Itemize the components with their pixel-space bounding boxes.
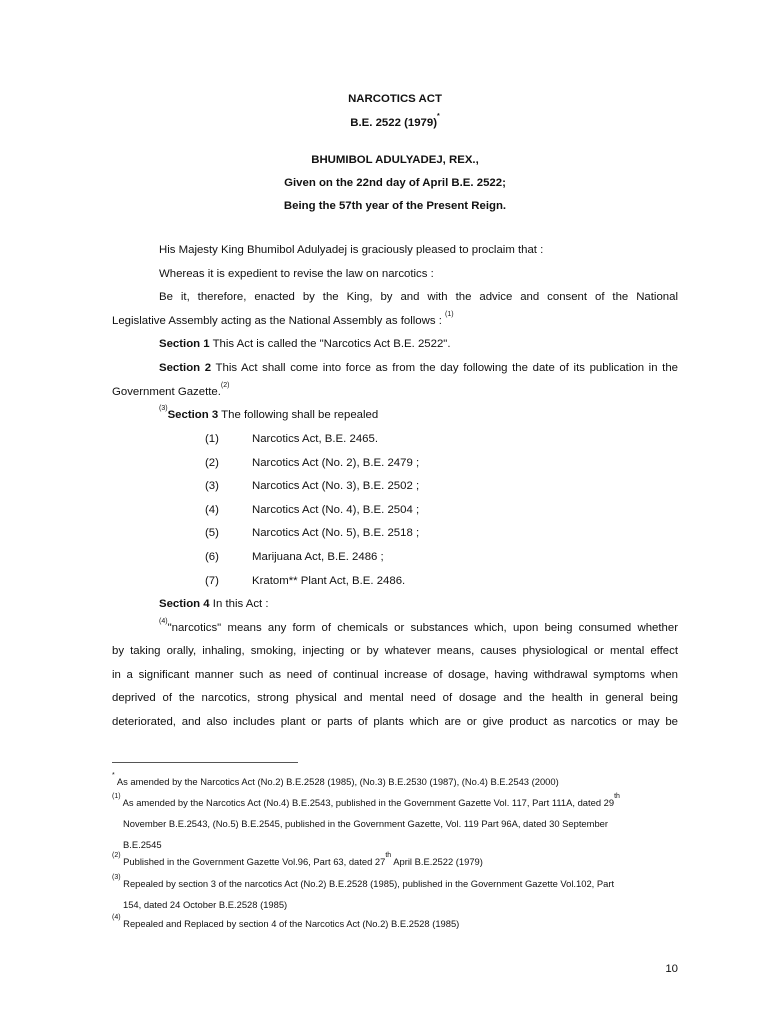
list-item-text: Narcotics Act (No. 4), B.E. 2504 ; — [252, 504, 420, 516]
list-item-text: Kratom** Plant Act, B.E. 2486. — [252, 575, 406, 587]
footnote-star-mark: * — [112, 772, 115, 779]
footnote-mark-3: (3) — [159, 405, 168, 412]
section-1-label: Section 1 — [159, 338, 210, 350]
footnote-2 — [112, 852, 483, 867]
definition-line3: in a significant manner such as need of continual increase of dosage, having withdrawal symptoms when — [112, 669, 678, 681]
footnote-divider — [112, 762, 298, 763]
definition-line4: deprived of the narcotics, strong physical and mental need of dosage and the health in general being — [112, 692, 678, 704]
footnote-2-ordinal: th — [385, 852, 392, 859]
list-item-text: Narcotics Act, B.E. 2465. — [252, 433, 378, 445]
section-4-text: In this Act : — [209, 598, 269, 610]
section-2-line1 — [159, 362, 678, 374]
act-year — [112, 113, 678, 129]
footnote-1-line3: B.E.2545 — [123, 839, 162, 850]
footnote-1-line2: November B.E.2543, (No.5) B.E.2545, published in the Government Gazette, Vol. 119 Part 96A, dated 30 September — [123, 818, 609, 829]
preamble-enacted-line2 — [112, 311, 678, 327]
footnote-star-text: As amended by the Narcotics Act (No.2) B.E.2528 (1985), (No.3) B.E.2530 (1987), (No.4) B.E.2543 (2000) — [116, 776, 559, 787]
section-2-line2-text: Government Gazette. — [112, 386, 221, 398]
footnote-3 — [112, 874, 615, 889]
footnote-mark-2: (2) — [220, 382, 230, 389]
section-1 — [159, 338, 451, 350]
footnote-1-line1: As amended by the Narcotics Act (No.4) B.E.2543, published in the Government Gazette Vol. 117, Part 111A, dated 29 — [122, 797, 615, 808]
act-year-text: B.E. 2522 (1979) — [350, 117, 437, 129]
section-3-label: Section 3 — [167, 409, 219, 421]
footnote-1-ordinal: th — [614, 793, 620, 800]
page-number: 10 — [665, 963, 678, 975]
list-item-text: Narcotics Act (No. 2), B.E. 2479 ; — [252, 457, 420, 469]
preamble-enacted-line1: Be it, therefore, enacted by the King, by and with the advice and consent of the National — [159, 291, 678, 303]
given-date: Given on the 22nd day of April B.E. 2522; — [284, 177, 506, 189]
footnote-3-mark: (3) — [112, 874, 121, 881]
reign-year: Being the 57th year of the Present Reign. — [283, 200, 507, 212]
list-item-number: (6) — [205, 551, 219, 563]
list-item-number: (2) — [205, 457, 219, 469]
footnote-mark-1: (1) — [445, 311, 454, 318]
footnote-3-line1: Repealed by section 3 of the narcotics Act (No.2) B.E.2528 (1985), published in the Government Gazette Vol.102, Part — [123, 878, 615, 889]
footnote-1-mark: (1) — [112, 793, 121, 800]
preamble-proclaim: His Majesty King Bhumibol Adulyadej is graciously pleased to proclaim that : — [159, 244, 544, 256]
list-item-number: (1) — [205, 433, 219, 445]
section-4 — [159, 598, 269, 610]
list-item-text: Narcotics Act (No. 3), B.E. 2502 ; — [252, 480, 420, 492]
footnote-2-text-pre: Published in the Government Gazette Vol.96, Part 63, dated 27 — [123, 856, 386, 867]
list-item-number: (4) — [205, 504, 219, 516]
footnote-mark-4: (4) — [159, 618, 168, 625]
definition-line1-text: "narcotics" means any form of chemicals or substances which, upon being consumed whether — [167, 622, 678, 634]
preamble-whereas: Whereas it is expedient to revise the law on narcotics : — [159, 268, 434, 280]
section-2-text: This Act shall come into force as from the day following the date of its publication in the — [211, 362, 678, 374]
section-3-text: The following shall be repealed — [218, 409, 379, 421]
act-year-footnote-mark: * — [437, 113, 440, 120]
definition-line2: by taking orally, inhaling, smoking, injecting or by whatever means, causes physiological or mental effect — [112, 645, 678, 657]
list-item-number: (7) — [205, 575, 219, 587]
section-2-label: Section 2 — [159, 362, 212, 374]
footnote-2-text-post: April B.E.2522 (1979) — [391, 856, 483, 867]
footnote-4 — [112, 914, 460, 929]
footnote-2-mark: (2) — [112, 852, 121, 859]
list-item-text: Marijuana Act, B.E. 2486 ; — [252, 551, 384, 563]
footnote-4-mark: (4) — [112, 914, 121, 921]
footnote-star — [112, 772, 559, 787]
list-item-text: Narcotics Act (No. 5), B.E. 2518 ; — [252, 527, 420, 539]
definition-line1 — [159, 618, 678, 634]
footnote-3-line2: 154, dated 24 October B.E.2528 (1985) — [123, 899, 288, 910]
footnote-4-text: Repealed and Replaced by section 4 of the Narcotics Act (No.2) B.E.2528 (1985) — [123, 918, 460, 929]
list-item-number: (5) — [205, 527, 219, 539]
section-2-line2 — [112, 382, 678, 398]
act-title: NARCOTICS ACT — [348, 93, 442, 105]
section-4-label: Section 4 — [159, 598, 210, 610]
section-3 — [159, 405, 379, 421]
definition-line5: deteriorated, and also includes plant or parts of plants which are or give product as narcotics or may be — [112, 716, 678, 728]
footnote-1 — [112, 793, 620, 808]
section-1-text: This Act is called the "Narcotics Act B.E. 2522". — [209, 338, 451, 350]
king-name: BHUMIBOL ADULYADEJ, REX., — [311, 154, 479, 166]
preamble-enacted-line2-text: Legislative Assembly acting as the National Assembly as follows : — [112, 315, 442, 327]
list-item-number: (3) — [205, 480, 219, 492]
